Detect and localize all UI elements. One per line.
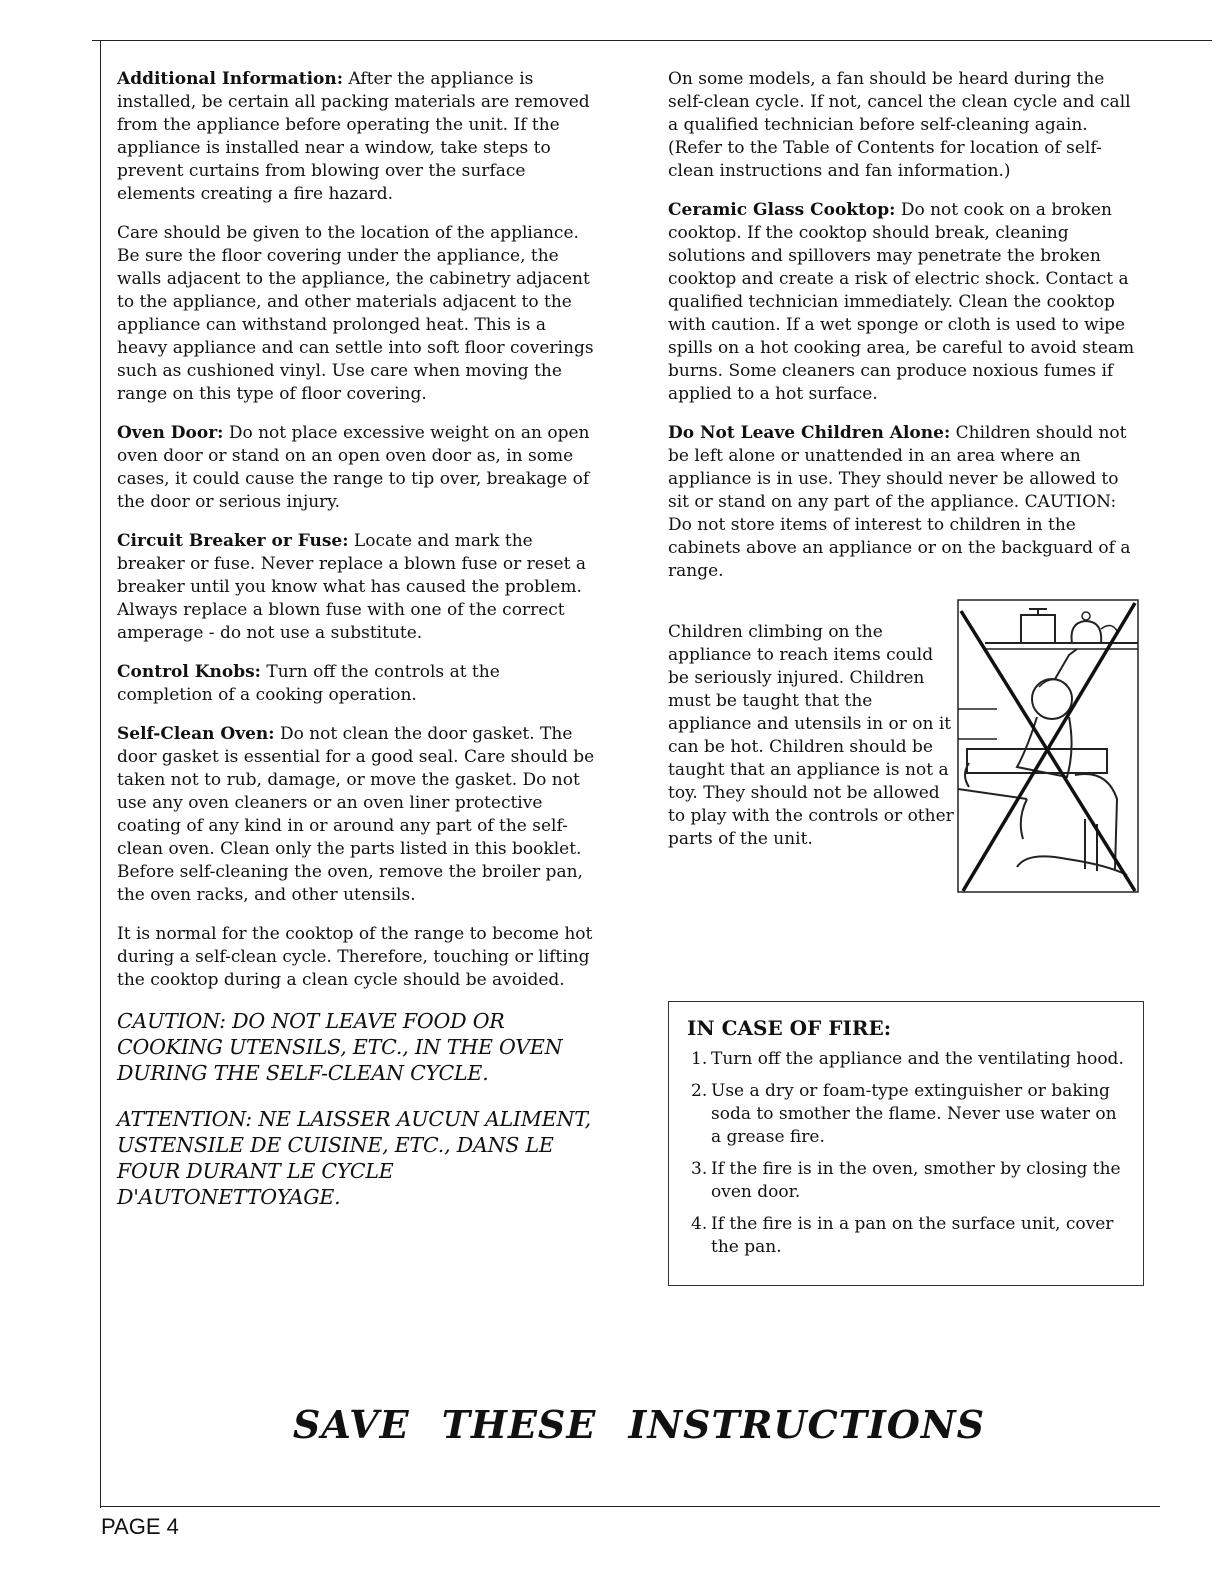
care-location-paragraph: Care should be given to the location of the appliance. Be sure the floor covering under the appliance, the walls adjacent to the appliance, the cabinetry adjacent to the appliance, and other materials adjacent to the appliance can withstand prolonged heat. This is a heavy appliance and can settle into soft floor coverings such as cushioned vinyl. Use care when moving the range on this type of floor covering.: [117, 223, 594, 404]
in-case-of-fire-box: [668, 1001, 1144, 1286]
child-climbing-crossed-out-icon: [957, 599, 1139, 893]
self-clean-text: Do not clean the door gasket. The door gasket is essential for a good seal. Care should be taken not to rub, damage, or move the gasket. Do not use any oven cleaners or an oven liner protective coating of any kind in or around any part of the self-clean oven. Clean only the parts listed in this booklet. Before self-cleaning the oven, remove the broiler pan, the oven racks, and other utensils.: [117, 724, 595, 905]
fan-note-paragraph: On some models, a fan should be heard during the self-clean cycle. If not, cancel the clean cycle and call a qualified technician before self-cleaning again. (Refer to the Table of Contents for location of self-clean instructions and fan information.): [668, 69, 1131, 181]
fire-step-text: If the fire is in a pan on the surface unit, cover the pan.: [711, 1214, 1114, 1257]
oven-door-heading: Oven Door:: [117, 423, 224, 443]
caution-french: ATTENTION: NE LAISSER AUCUN ALIMENT, USTENSILE DE CUISINE, ETC., DANS LE FOUR DURANT LE CYCLE D'AUTONETTOYAGE.: [117, 1107, 591, 1209]
children-climbing-block: [668, 599, 1142, 899]
fire-box-title: IN CASE OF FIRE:: [687, 1016, 892, 1040]
ceramic-cooktop-text: Do not cook on a broken cooktop. If the cooktop should break, cleaning solutions and spillovers may penetrate the broken cooktop and create a risk of electric shock. Contact a qualified technician immediately. Clean the cooktop with caution. If a wet sponge or cloth is used to wipe spills on a hot cooking area, be careful to avoid steam burns. Some cleaners can produce noxious fumes if applied to a hot surface.: [668, 200, 1135, 404]
circuit-breaker-heading: Circuit Breaker or Fuse:: [117, 531, 349, 551]
children-alone-text: Children should not be left alone or unattended in an area where an appliance is in use. They should never be allowed to sit or stand on any part of the appliance. CAUTION: Do not store items of interest to children in the cabinets above an appliance or on the backguard of a range.: [668, 423, 1131, 581]
left-column: [117, 68, 597, 1230]
frame-top-rule: [92, 40, 1212, 41]
additional-info-heading: Additional Information:: [117, 69, 344, 89]
save-instructions-heading: SAVE THESE INSTRUCTIONS: [292, 1402, 986, 1447]
frame-left-rule: [100, 40, 101, 1508]
fire-step: [691, 1080, 1131, 1149]
page-number: PAGE 4: [101, 1514, 179, 1539]
circuit-breaker-paragraph: [117, 530, 597, 645]
fire-steps-list: [691, 1048, 1131, 1268]
normal-hot-paragraph: It is normal for the cooktop of the range to become hot during a self-clean cycle. Therefore, touching or lifting the cooktop during a clean cycle should be avoided.: [117, 924, 593, 990]
self-clean-heading: Self-Clean Oven:: [117, 724, 275, 744]
additional-info-paragraph: [117, 68, 597, 206]
children-alone-heading: Do Not Leave Children Alone:: [668, 423, 951, 443]
ceramic-cooktop-paragraph: [668, 199, 1142, 406]
ceramic-cooktop-heading: Ceramic Glass Cooktop:: [668, 200, 896, 220]
children-alone-paragraph: [668, 422, 1142, 583]
fire-step: [691, 1213, 1131, 1259]
fire-step-text: Use a dry or foam-type extinguisher or baking soda to smother the flame. Never use water on a grease fire.: [711, 1081, 1117, 1147]
control-knobs-text: Turn off the controls at the completion of a cooking operation.: [117, 662, 500, 705]
fire-step: [691, 1048, 1131, 1071]
right-column: [668, 68, 1142, 899]
fire-step-number: 3.: [691, 1159, 708, 1179]
additional-info-text: After the appliance is installed, be certain all packing materials are removed from the appliance before operating the unit. If the appliance is installed near a window, take steps to prevent curtains from blowing over the surface elements creating a fire hazard.: [117, 69, 590, 204]
control-knobs-paragraph: [117, 661, 597, 707]
fire-step-text: If the fire is in the oven, smother by closing the oven door.: [711, 1159, 1121, 1202]
children-climbing-text: Children climbing on the appliance to reach items could be seriously injured. Children must be taught that the appliance and utensils in or on it can be hot. Children should be taught that an appliance is not a toy. They should not be allowed to play with the controls or other parts of the unit.: [668, 622, 954, 849]
fire-step: [691, 1158, 1131, 1204]
caution-english: CAUTION: DO NOT LEAVE FOOD OR COOKING UTENSILS, ETC., IN THE OVEN DURING THE SELF-CLEAN CYCLE.: [117, 1009, 563, 1085]
self-clean-paragraph: [117, 723, 597, 907]
control-knobs-heading: Control Knobs:: [117, 662, 261, 682]
circuit-breaker-text: Locate and mark the breaker or fuse. Never replace a blown fuse or reset a breaker until you know what has caused the problem. Always replace a blown fuse with one of the correct amperage - do not use a substitute.: [117, 531, 586, 643]
fire-step-number: 4.: [691, 1214, 708, 1234]
fire-step-number: 2.: [691, 1081, 708, 1101]
frame-bottom-rule: [100, 1506, 1160, 1507]
fire-step-text: Turn off the appliance and the ventilating hood.: [711, 1049, 1124, 1069]
fire-step-number: 1.: [691, 1049, 708, 1069]
oven-door-paragraph: [117, 422, 597, 514]
oven-door-text: Do not place excessive weight on an open oven door or stand on an open oven door as, in some cases, it could cause the range to tip over, breakage of the door or serious injury.: [117, 423, 590, 512]
